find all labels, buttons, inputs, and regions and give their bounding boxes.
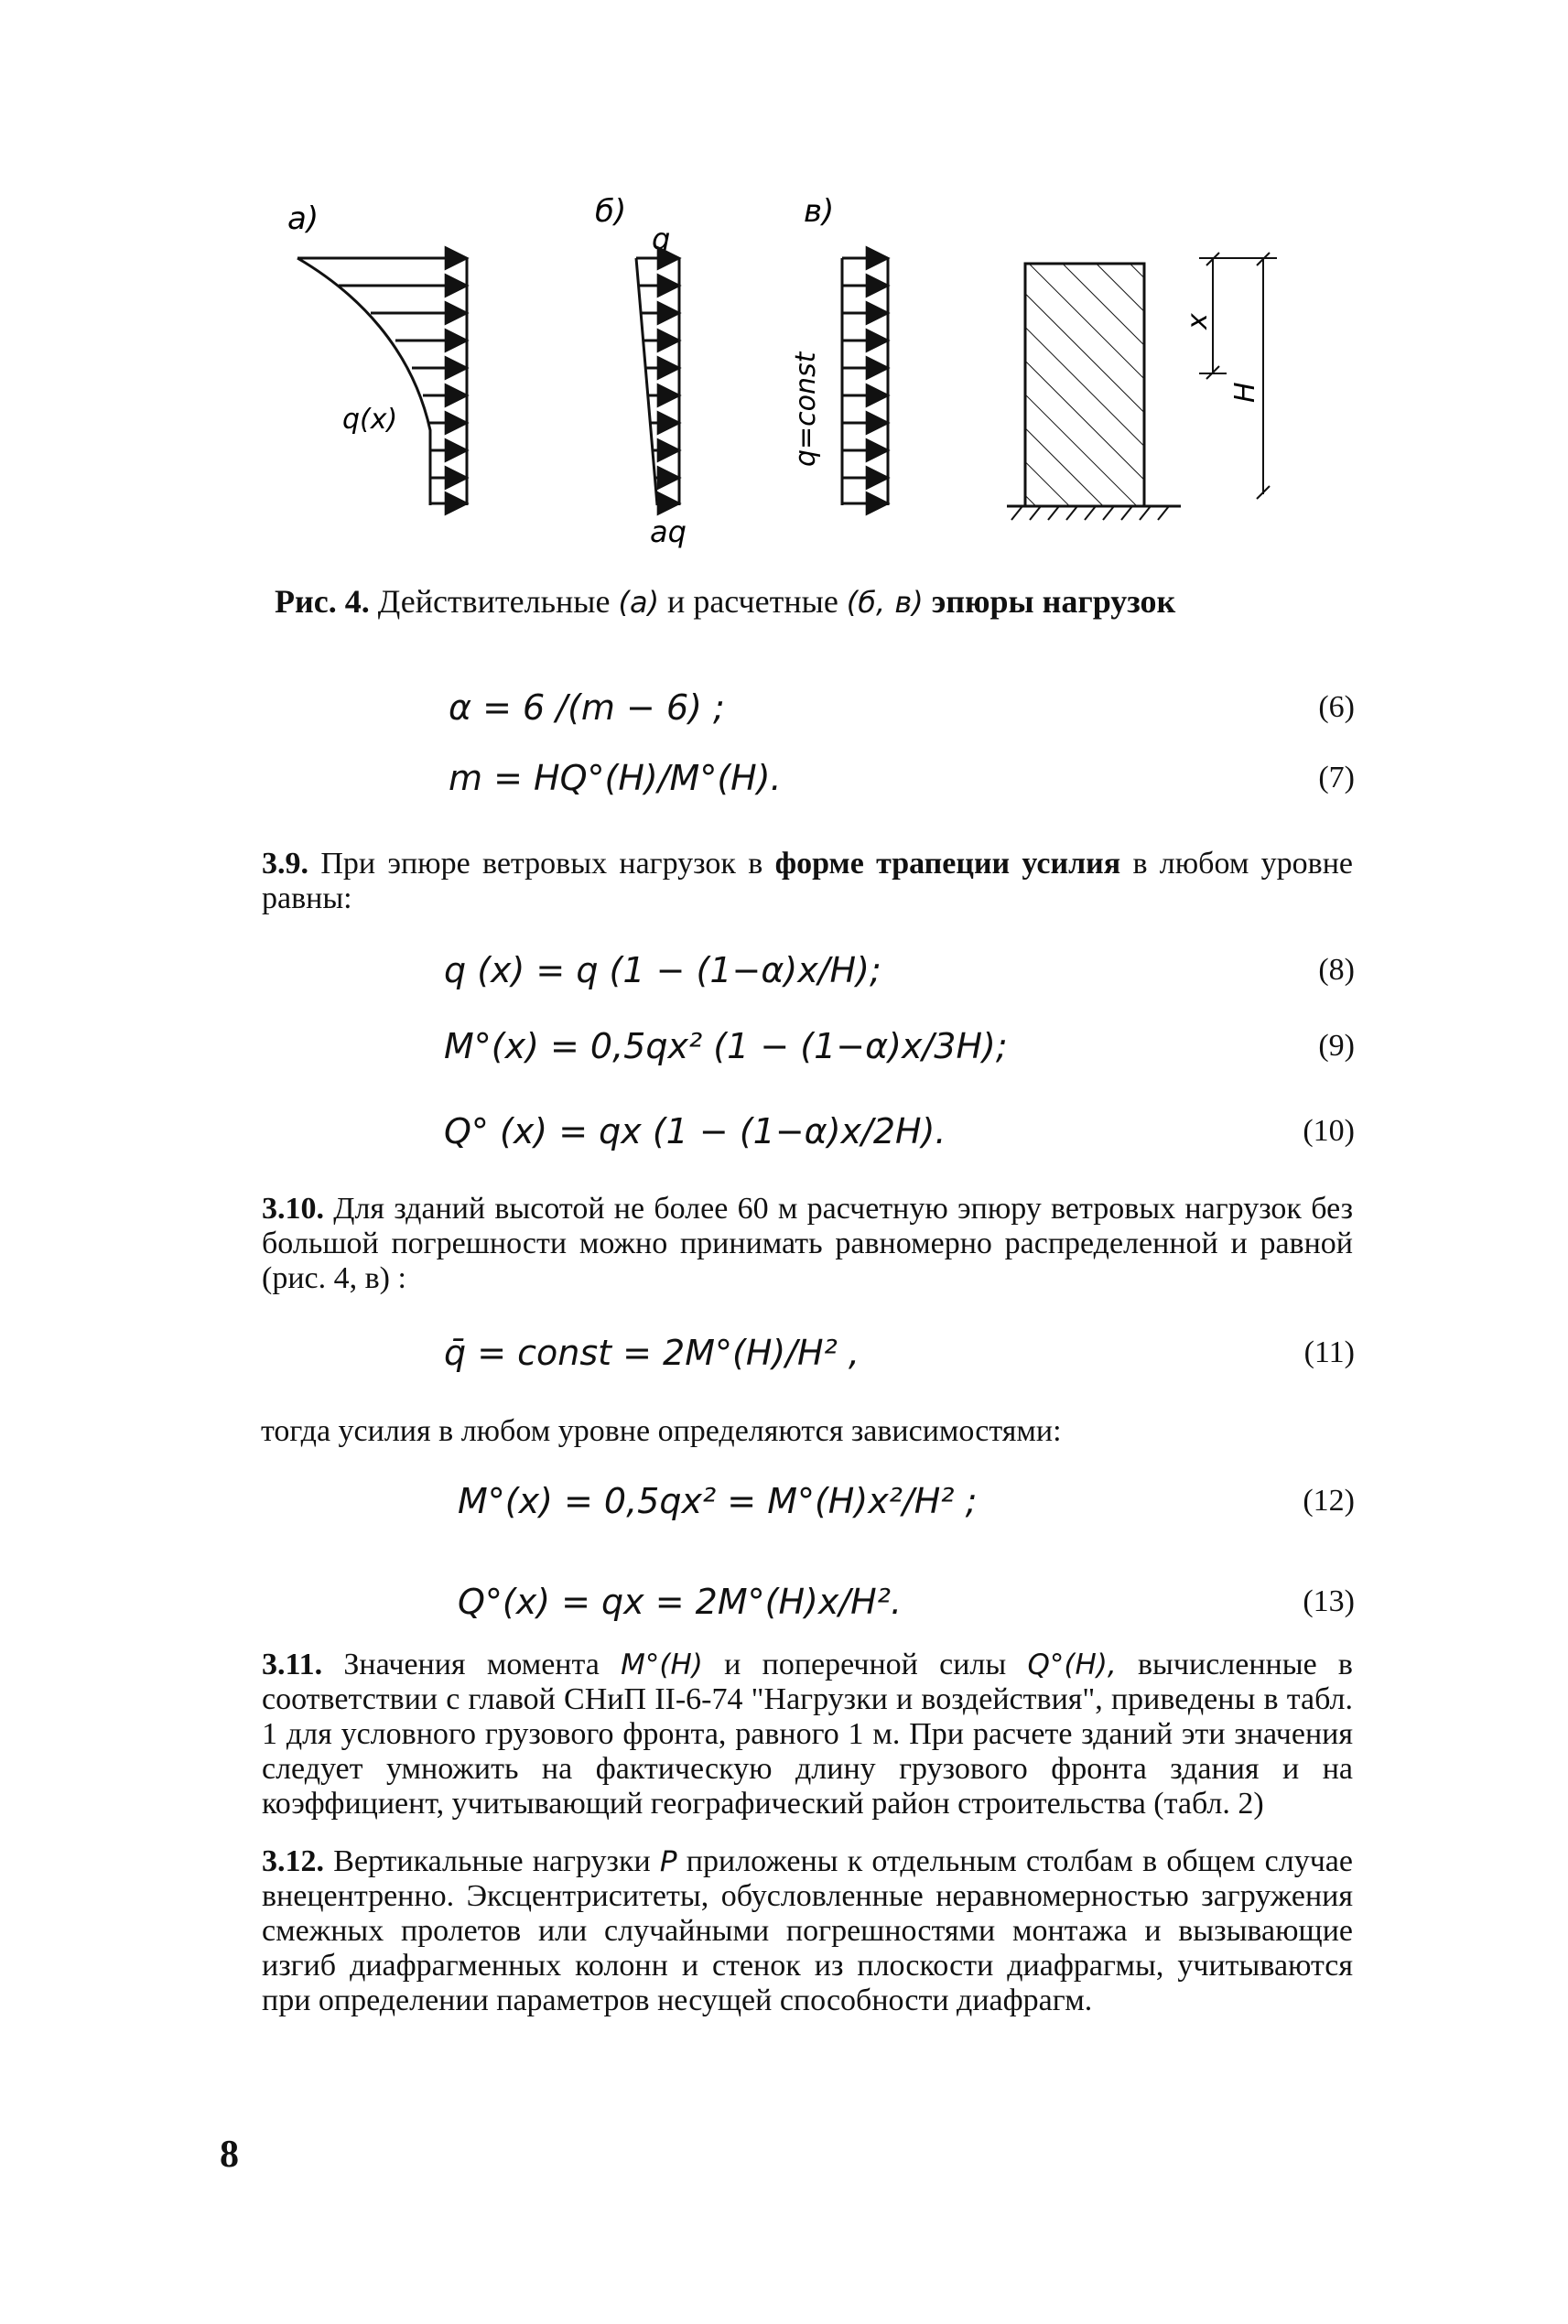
equation-number: (9) xyxy=(1318,1029,1355,1063)
equation-8 xyxy=(0,945,1568,1000)
caption-text-1: Действительные xyxy=(377,583,611,620)
equation-formula: M°(x) = 0,5qx² = M°(H)x²/H² ; xyxy=(458,1481,978,1521)
equation-10 xyxy=(0,1106,1568,1161)
equation-number: (6) xyxy=(1318,690,1355,724)
then-paragraph xyxy=(218,1414,1353,1449)
equation-9 xyxy=(0,1021,1568,1076)
caption-text-3: эпюры нагрузок xyxy=(931,583,1176,620)
equation-number: (8) xyxy=(1318,953,1355,987)
equation-12 xyxy=(0,1475,1568,1530)
section-3-11 xyxy=(218,1648,1353,1821)
equation-number: (12) xyxy=(1303,1484,1355,1518)
equation-formula: m = HQ°(H)/M°(H). xyxy=(449,758,782,798)
equation-7 xyxy=(0,752,1568,807)
section-3-12 xyxy=(218,1844,1353,2018)
equation-number: (11) xyxy=(1303,1335,1355,1369)
label-b: б) xyxy=(595,193,627,230)
section-3-9-text: 3.9. При эпюре ветровых нагрузок в форме трапеции усилия в любом уровне равны: xyxy=(262,847,1353,915)
page-number: 8 xyxy=(220,2134,239,2176)
section-number: 3.11. xyxy=(262,1648,323,1681)
equation-number: (10) xyxy=(1303,1114,1355,1148)
diagram-b xyxy=(636,258,679,505)
caption-prefix: Рис. 4. xyxy=(275,583,370,620)
diagram-a xyxy=(297,258,467,505)
label-a: a) xyxy=(287,200,319,237)
section-3-10-text: 3.10. Для зданий высотой не более 60 м расчетную эпюру ветровых нагрузок без большой погрешности можно принимать равномерно распределенной и равной (рис. 4, в) : xyxy=(262,1192,1354,1295)
figure-4 xyxy=(275,183,1318,567)
label-x: x xyxy=(1182,313,1214,330)
label-qconst: q=const xyxy=(790,351,822,467)
equation-number: (13) xyxy=(1303,1584,1355,1618)
label-v: в) xyxy=(804,193,835,230)
caption-text-2: и расчетные xyxy=(667,583,838,620)
equation-13 xyxy=(0,1576,1568,1631)
equation-formula: Q° (x) = qx (1 − (1−α)x/2H). xyxy=(444,1111,946,1151)
caption-tag-1: (a) xyxy=(618,585,660,620)
equation-formula: M°(x) = 0,5qx² (1 − (1−α)x/3H); xyxy=(444,1026,1008,1066)
equation-formula: q (x) = q (1 − (1−α)x/H); xyxy=(444,950,881,990)
section-3-10 xyxy=(218,1192,1353,1296)
label-qx: q(x) xyxy=(342,404,398,436)
section-number: 3.9. xyxy=(262,847,308,881)
equation-formula: Q°(x) = qx = 2M°(H)x/H². xyxy=(458,1582,903,1622)
label-H: H xyxy=(1229,382,1261,403)
caption-tag-2: (б, в) xyxy=(846,585,924,620)
label-q: q xyxy=(652,222,671,256)
diagram-v xyxy=(842,258,888,505)
section-3-11-text: 3.11. Значения момента M°(H) и поперечной силы Q°(H), вычисленные в соответствии с главой СНиП II-6-74 "Нагрузки и воздействия", приведены в табл. 1 для условного грузового фронта, равного 1 м. При расчете зданий эти значения следует умножить на фактическую длину грузового фронта здания и на коэффициент, учитывающий географический район строительства (табл. 2) xyxy=(262,1648,1353,1821)
equation-formula: α = 6 /(m − 6) ; xyxy=(449,687,725,728)
equation-number: (7) xyxy=(1318,761,1355,794)
load-diagrams xyxy=(275,183,1318,567)
then-text: тогда усилия в любом уровне определяются зависимостями: xyxy=(261,1414,1062,1448)
section-3-9 xyxy=(218,847,1353,916)
figure-caption xyxy=(275,581,1327,622)
equation-formula: q̄ = const = 2M°(H)/H² , xyxy=(444,1333,860,1373)
section-number: 3.12. xyxy=(262,1844,324,1878)
section-number: 3.10. xyxy=(262,1192,324,1226)
label-aq: aq xyxy=(650,514,687,549)
equation-11 xyxy=(0,1327,1568,1382)
equation-6 xyxy=(0,682,1568,737)
section-3-12-text: 3.12. Вертикальные нагрузки P приложены к отдельным столбам в общем случае внецентренно. Эксцентриситеты, обусловленные неравномерностью загружения смежных пролетов или случайными погрешностями монтажа и вызывающие изгиб диафрагменных колонн и стенок из плоскости диафрагмы, учитываются при определении параметров несущей способности диафрагм. xyxy=(262,1844,1353,2017)
